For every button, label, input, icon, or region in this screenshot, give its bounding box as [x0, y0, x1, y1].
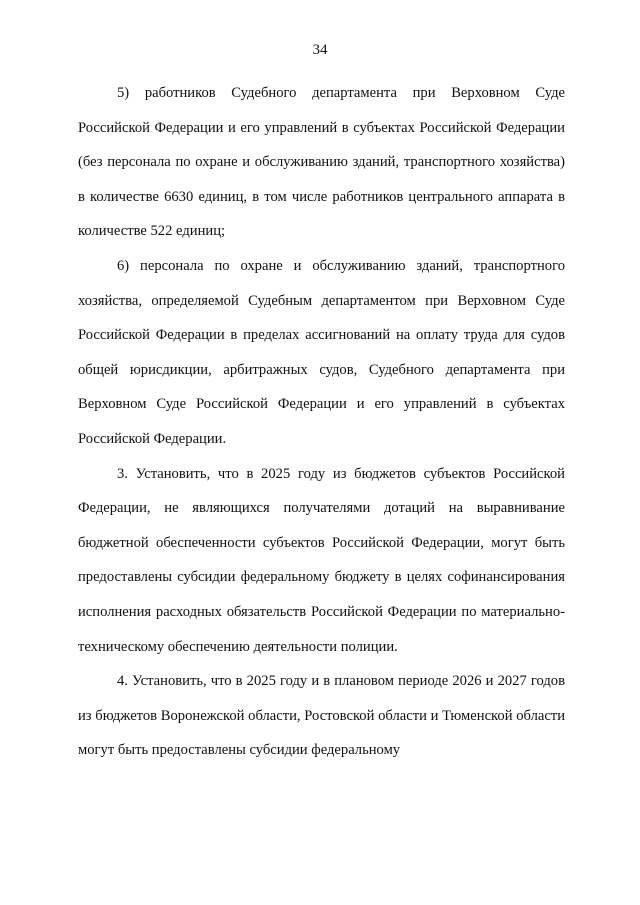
document-body	[78, 76, 565, 768]
paragraph-clause-4: 4. Установить, что в 2025 году и в плановом периоде 2026 и 2027 годов из бюджетов Воронежской области, Ростовской области и Тюменской области могут быть предоставлены субсидии федеральному	[78, 673, 565, 759]
paragraph-clause-3: 3. Установить, что в 2025 году из бюджетов субъектов Российской Федерации, не являющихся получателями дотаций на выравнивание бюджетной обеспеченности субъектов Российской Федерации, могут быть предоставлены субсидии федеральному бюджету в целях софинансирования исполнения расходных обязательств Российской Федерации по материально-техническому обеспечению деятельности полиции.	[78, 465, 565, 655]
paragraph-item-5: 5) работников Судебного департамента при Верховном Суде Российской Федерации и его управлений в субъектах Российской Федерации (без персонала по охране и обслуживанию зданий, транспортного хозяйства) в количестве 6630 единиц, в том числе работников центрального аппарата в количестве 522 единиц;	[78, 85, 565, 240]
page-number: 34	[312, 42, 328, 58]
paragraph-item-6: 6) персонала по охране и обслуживанию зданий, транспортного хозяйства, определяемой Судебным департаментом при Верховном Суде Российской Федерации в пределах ассигнований на оплату труда для судов общей юрисдикции, арбитражных судов, Судебного департамента при Верховном Суде Российской Федерации и его управлений в субъектах Российской Федерации.	[78, 257, 565, 447]
